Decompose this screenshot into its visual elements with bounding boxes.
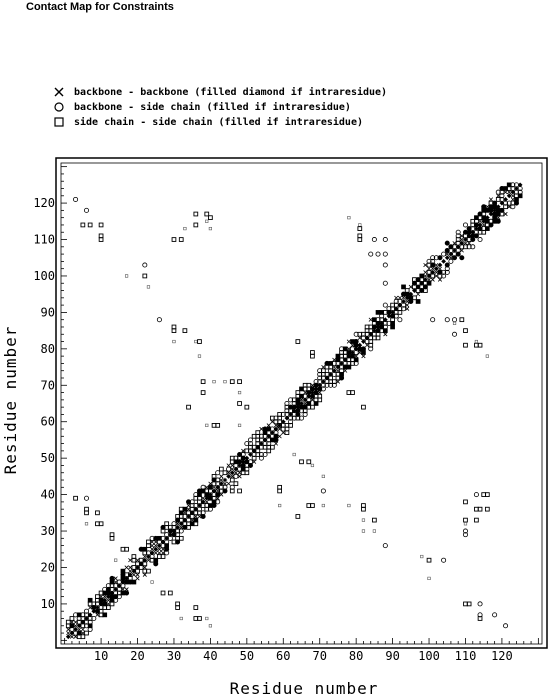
contact-point xyxy=(354,339,358,343)
contact-point xyxy=(201,380,205,384)
contact-point xyxy=(245,405,249,409)
contact-point xyxy=(398,318,402,322)
contact-point xyxy=(362,530,365,533)
contact-point xyxy=(205,220,208,223)
contact-point xyxy=(427,281,431,285)
contact-point xyxy=(147,286,150,289)
contact-point xyxy=(322,365,326,369)
contact-point xyxy=(361,347,365,351)
contact-point xyxy=(445,318,449,322)
y-tick-label: 110 xyxy=(33,232,55,247)
contact-point xyxy=(383,252,387,256)
contact-point xyxy=(503,624,507,628)
contact-point xyxy=(464,522,467,525)
contact-point xyxy=(219,481,224,486)
contact-point xyxy=(238,380,242,384)
contact-point xyxy=(70,624,74,628)
contact-point xyxy=(158,551,162,555)
y-tick-label: 30 xyxy=(40,524,55,539)
contact-point xyxy=(438,263,443,268)
contact-point xyxy=(153,547,158,552)
contact-point xyxy=(486,355,489,358)
contact-point xyxy=(173,340,176,343)
contact-point xyxy=(81,628,85,632)
contact-point xyxy=(194,223,198,227)
contact-point xyxy=(427,558,431,562)
contact-point xyxy=(96,511,100,515)
contact-point xyxy=(296,340,300,344)
x-axis-label: Residue number xyxy=(229,679,379,696)
contact-point xyxy=(348,216,351,219)
contact-point xyxy=(441,259,446,264)
contact-point xyxy=(357,343,362,348)
data-points xyxy=(66,182,523,639)
contact-point xyxy=(409,285,413,289)
contact-point xyxy=(478,602,482,606)
contact-point xyxy=(373,530,376,533)
contact-point xyxy=(372,237,376,241)
contact-point xyxy=(205,617,208,620)
x-tick-label: 100 xyxy=(418,649,440,663)
contact-point xyxy=(503,197,508,202)
contact-point xyxy=(428,577,431,580)
contact-point xyxy=(143,263,147,267)
contact-point xyxy=(238,402,242,406)
contact-point xyxy=(205,424,208,427)
y-tick-label: 80 xyxy=(40,341,55,356)
contact-point xyxy=(362,519,365,522)
x-tick-label: 120 xyxy=(491,649,513,663)
contact-point xyxy=(136,573,140,577)
x-tick-label: 110 xyxy=(454,649,477,663)
contact-point xyxy=(77,631,81,635)
contact-point xyxy=(278,504,281,507)
contact-point xyxy=(143,566,147,570)
contact-point xyxy=(227,467,231,471)
contact-point xyxy=(85,522,88,525)
contact-point xyxy=(383,263,387,267)
y-tick-label: 40 xyxy=(40,487,55,502)
contact-point xyxy=(184,227,187,230)
x-tick-label: 20 xyxy=(130,649,145,663)
contact-point xyxy=(445,241,449,245)
contact-point xyxy=(157,318,161,322)
contact-point xyxy=(84,496,88,500)
contact-point xyxy=(227,482,231,486)
contact-point xyxy=(401,299,406,304)
x-tick-label: 50 xyxy=(239,649,255,663)
contact-point xyxy=(424,271,428,275)
contact-point xyxy=(434,266,439,271)
y-tick-label: 10 xyxy=(40,596,55,611)
contact-point xyxy=(107,602,111,606)
contact-point xyxy=(194,515,198,519)
contact-point xyxy=(474,492,478,496)
y-tick-label: 20 xyxy=(40,560,55,575)
contact-point xyxy=(376,252,380,256)
contact-point xyxy=(244,456,249,461)
contact-point xyxy=(307,460,311,464)
contact-point xyxy=(464,500,468,504)
contact-point xyxy=(442,558,446,562)
contact-point xyxy=(383,544,387,548)
y-tick-label: 50 xyxy=(40,451,55,466)
contact-point xyxy=(348,504,351,507)
contact-point xyxy=(336,380,340,384)
y-tick-label: 120 xyxy=(33,196,55,211)
contact-point xyxy=(485,507,489,511)
contact-point xyxy=(198,355,201,358)
contact-point xyxy=(383,281,387,285)
contact-point xyxy=(463,223,467,227)
contact-point xyxy=(347,340,351,344)
page-title: Contact Map for Constraints xyxy=(26,1,174,13)
contact-point xyxy=(431,278,435,282)
contact-point xyxy=(321,489,325,493)
contact-point xyxy=(195,340,198,343)
contact-point xyxy=(449,259,453,263)
contact-point xyxy=(238,424,241,427)
contact-point xyxy=(460,318,464,322)
y-tick-label: 90 xyxy=(40,305,55,320)
contact-point xyxy=(128,566,132,570)
contact-point xyxy=(198,340,202,344)
contact-point xyxy=(369,252,373,256)
contact-point xyxy=(311,464,314,467)
contact-point xyxy=(507,193,512,198)
contact-point xyxy=(358,227,362,231)
contact-point xyxy=(452,332,456,336)
contact-point xyxy=(99,223,103,227)
legend-label: backbone - side chain (filled if intraresidue) xyxy=(74,101,351,113)
contact-point xyxy=(74,620,78,624)
contact-point xyxy=(383,237,387,241)
contact-point xyxy=(442,252,446,256)
contact-point xyxy=(161,591,165,595)
contact-point xyxy=(81,223,85,227)
contact-point xyxy=(452,318,456,322)
contact-point xyxy=(362,354,366,358)
contact-point xyxy=(431,318,435,322)
contact-point xyxy=(110,576,114,580)
contact-point xyxy=(464,518,468,522)
contact-point xyxy=(73,627,78,632)
contact-point xyxy=(420,555,423,558)
x-tick-label: 80 xyxy=(348,649,364,663)
contact-point xyxy=(187,405,191,409)
contact-point xyxy=(84,208,88,212)
contact-point xyxy=(223,478,228,483)
x-tick-label: 90 xyxy=(385,649,400,663)
contact-point xyxy=(172,238,176,242)
contact-point xyxy=(136,558,140,562)
contact-point xyxy=(464,329,468,333)
y-axis-label: Residue number xyxy=(1,325,20,475)
contact-point xyxy=(136,577,140,581)
contact-point xyxy=(124,591,128,595)
contact-point xyxy=(238,489,242,493)
contact-point xyxy=(74,496,78,500)
contact-point xyxy=(208,485,212,489)
contact-point xyxy=(383,303,387,307)
contact-point xyxy=(150,544,154,548)
contact-point xyxy=(475,518,479,522)
contact-point xyxy=(230,470,235,475)
contact-point xyxy=(369,318,373,322)
contact-point xyxy=(322,504,325,507)
contact-point xyxy=(475,340,478,343)
x-tick-label: 60 xyxy=(276,649,291,663)
legend-label: backbone - backbone (filled diamond if intraresidue) xyxy=(74,86,388,98)
contact-point xyxy=(125,275,128,278)
contact-point xyxy=(187,507,191,511)
contact-point xyxy=(438,256,442,260)
contact-point xyxy=(73,197,77,201)
contact-point xyxy=(238,391,241,394)
contact-point xyxy=(194,212,198,216)
contact-point xyxy=(201,391,205,395)
contact-point xyxy=(478,237,482,241)
contact-point xyxy=(420,274,424,278)
contact-point xyxy=(322,475,325,478)
contact-point xyxy=(362,405,366,409)
contact-point xyxy=(179,238,183,242)
contact-point xyxy=(453,322,456,325)
contact-point xyxy=(489,198,493,202)
contact-point xyxy=(504,212,508,216)
contact-point xyxy=(493,613,497,617)
x-tick-label: 40 xyxy=(203,649,218,663)
contact-point xyxy=(180,617,183,620)
contact-point xyxy=(460,256,464,260)
contact-point xyxy=(416,292,420,296)
contact-point xyxy=(183,329,187,333)
contact-point xyxy=(151,581,154,584)
contact-point xyxy=(293,453,296,456)
contact-point xyxy=(66,634,71,639)
x-tick-label: 70 xyxy=(312,649,327,663)
contact-point xyxy=(220,475,224,479)
contact-point xyxy=(478,223,483,228)
contact-point xyxy=(150,551,155,556)
contact-point xyxy=(445,263,449,267)
y-tick-label: 100 xyxy=(33,268,55,283)
contact-point xyxy=(300,460,304,464)
y-tick-label: 60 xyxy=(40,414,55,429)
contact-point xyxy=(125,566,129,570)
contact-point xyxy=(209,624,212,627)
contact-point xyxy=(194,606,198,610)
legend-label: side chain - side chain (filled if intraresidue) xyxy=(74,116,363,128)
x-tick-label: 30 xyxy=(166,649,182,663)
contact-point xyxy=(230,380,234,384)
contact-point xyxy=(209,227,212,230)
x-tick-label: 10 xyxy=(93,649,109,663)
contact-point xyxy=(445,255,450,260)
contact-point xyxy=(518,182,523,187)
contact-point xyxy=(359,224,362,227)
contact-point xyxy=(384,332,388,336)
contact-point xyxy=(372,518,376,522)
contact-point xyxy=(234,474,238,478)
contact-point xyxy=(128,558,132,562)
contact-point xyxy=(143,274,147,278)
contact-point xyxy=(143,573,147,577)
contact-point xyxy=(296,515,300,519)
contact-point xyxy=(213,380,216,383)
contact-point xyxy=(168,591,172,595)
y-tick-label: 70 xyxy=(40,378,55,393)
contact-point xyxy=(114,559,117,562)
contact-point xyxy=(88,223,92,227)
contact-point xyxy=(464,343,468,347)
contact-point xyxy=(99,595,103,599)
contact-point xyxy=(224,380,227,383)
